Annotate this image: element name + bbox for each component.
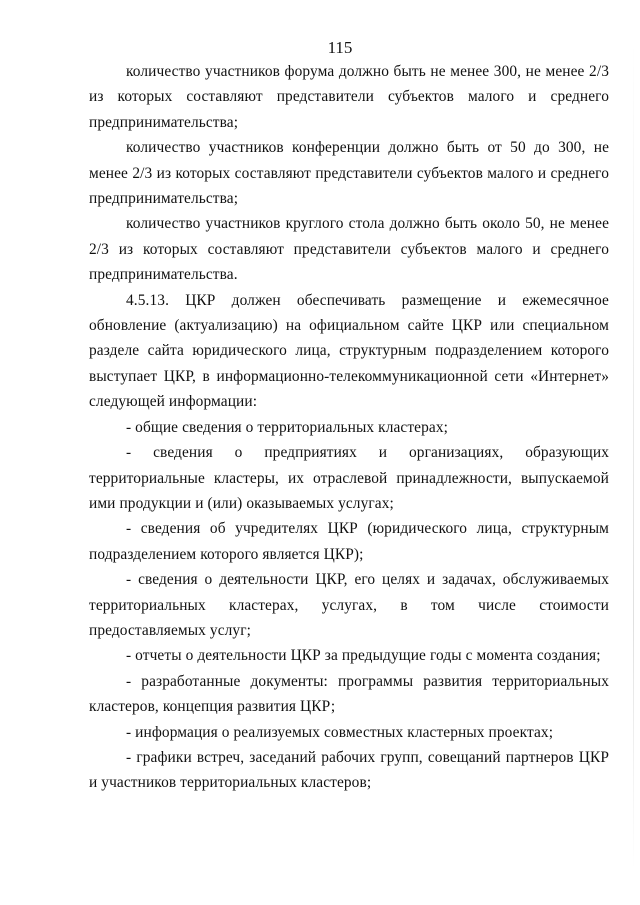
paragraph-conference-participants: количество участников конференции должно быть от 50 до 300, не менее 2/3 из которых составляют представители субъектов малого и среднего предпринимательства; (89, 139, 609, 208)
paragraph-section-4-5-13: 4.5.13. ЦКР должен обеспечивать размещение и ежемесячное обновление (актуализацию) на официальном сайте ЦКР или специальном разделе сайта юридического лица, структурным подразделением которого выступает ЦКР, в информационно-телекоммуникационной сети «Интернет» следующей информации: (89, 291, 609, 411)
list-item-joint-projects: - информация о реализуемых совместных кластерных проектах; (126, 723, 554, 741)
list-item-founders-info: - сведения об учредителях ЦКР (юридического лица, структурным подразделением которого является ЦКР); (89, 520, 609, 563)
list-item-documents: - разработанные документы: программы развития территориальных кластеров, концепция развития ЦКР; (89, 672, 609, 716)
list-item-activity-info: - сведения о деятельности ЦКР, его целях и задачах, обслуживаемых территориальных кластерах, услугах, в том числе стоимости предоставляемых услуг; (89, 571, 609, 639)
list-item-reports: - отчеты о деятельности ЦКР за предыдущие годы с момента создания; (126, 647, 601, 665)
scan-edge-shadow (633, 40, 634, 870)
list-item-meeting-schedules: - графики встреч, заседаний рабочих групп, совещаний партнеров ЦКР и участников территориальных кластеров; (89, 748, 609, 792)
list-item-general-info: - общие сведения о территориальных кластерах; (126, 418, 448, 436)
paragraph-forum-participants: количество участников форума должно быть не менее 300, не менее 2/3 из которых составляют представители субъектов малого и среднего предпринимательства; (89, 63, 609, 131)
paragraph-round-table-participants: количество участников круглого стола должно быть около 50, не менее 2/3 из которых составляют представители субъектов малого и среднего предпринимательства. (89, 215, 609, 284)
list-item-enterprises-info: - сведения о предприятиях и организациях, образующих территориальные кластеры, их отраслевой принадлежности, выпускаемой ими продукции и (или) оказываемых услугах; (89, 444, 609, 512)
page-number: 115 (327, 38, 353, 57)
document-body (89, 59, 609, 796)
